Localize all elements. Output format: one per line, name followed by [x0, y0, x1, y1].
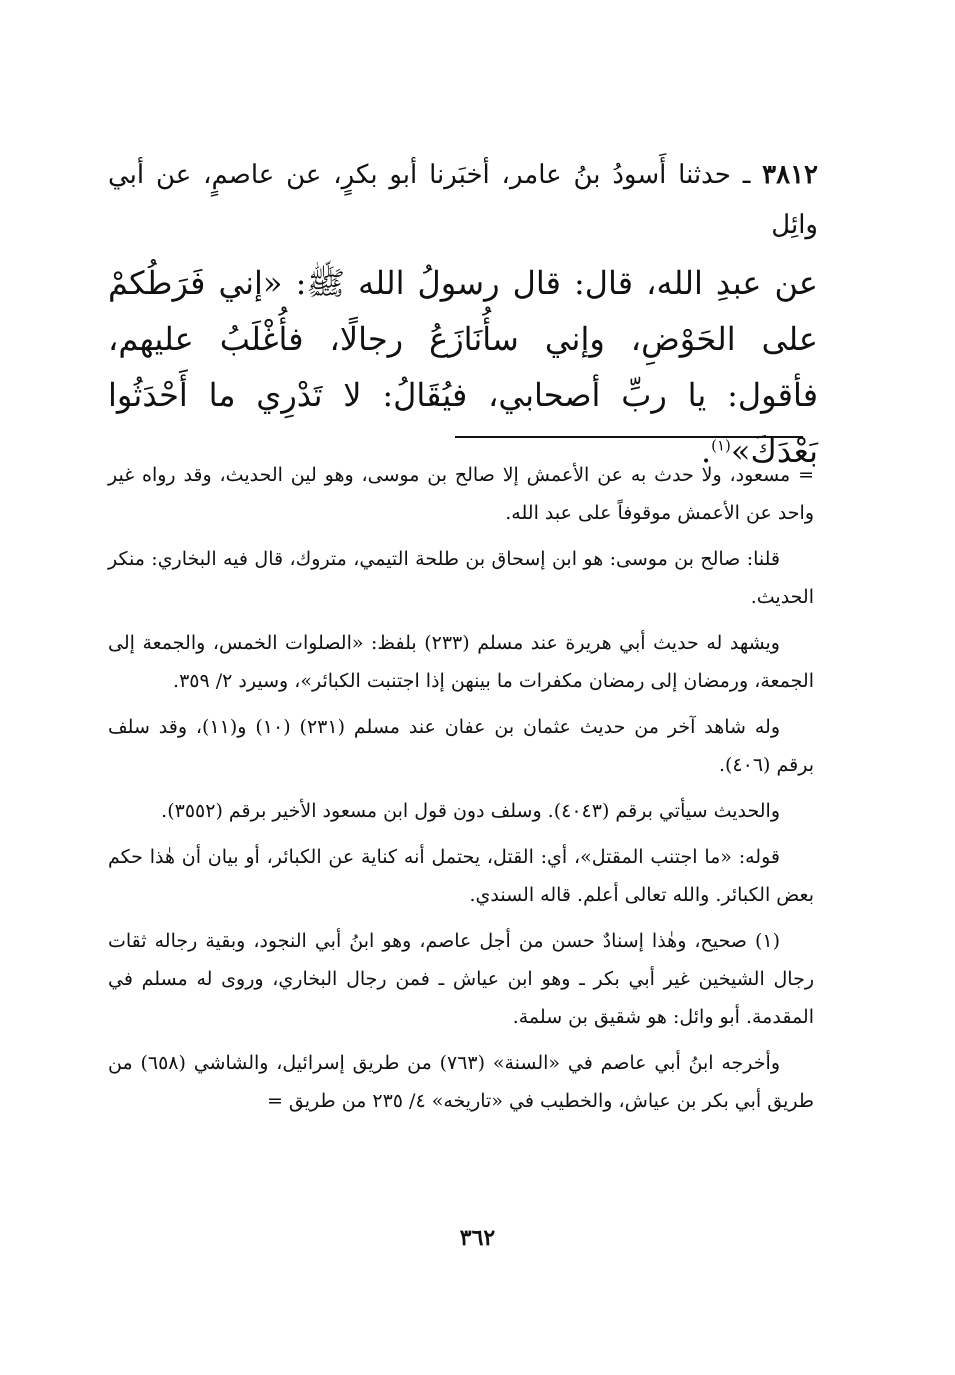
footnote-paragraph-fn-shahid-1: ويشهد له حديث أبي هريرة عند مسلم (٢٣٣) بلفظ: «الصلوات الخمس، والجمعة إلى الجمعة، ورمضان إلى رمضان مكفرات ما بينهن إذا اجتنبت الكبائر»، وسيرد ٢/ ٣٥٩.: [108, 632, 814, 692]
footnotes-section: [108, 456, 814, 1128]
hadith-number: ٣٨١٢: [762, 160, 819, 190]
page-number: ٣٦٢: [459, 1225, 496, 1251]
footnote-marker: (١): [711, 436, 731, 455]
hadith-chain: ـ حدثنا أَسودُ بنُ عامر، أخبَرنا أبو بكرٍ، عن عاصمٍ، عن أبي وائِل: [108, 160, 818, 240]
footnote-paragraph-fn-hadith: والحديث سيأتي برقم (٤٠٤٣). وسلف دون قول ابن مسعود الأخير برقم (٣٥٥٢).: [161, 800, 780, 822]
footnote-paragraph-fn-qulna: قلنا: صالح بن موسى: هو ابن إسحاق بن طلحة التيمي، متروك، قال فيه البخاري: منكر الحديث.: [108, 548, 814, 608]
footnote-paragraph-fn-cont-1: = مسعود، ولا حدث به عن الأعمش إلا صالح بن موسى، وهو لين الحديث، وقد رواه غير واحد عن الأعمش موقوفاً على عبد الله.: [108, 464, 814, 524]
footnote-paragraph-fn-qawluhu: قوله: «ما اجتنب المقتل»، أي: القتل، يحتمل أنه كناية عن الكبائر، أو بيان أن هٰذا حكم بعض الكبائر. والله تعالى أعلم. قاله السندي.: [108, 846, 814, 906]
hadith-text: عن عبدِ الله، قال: قال رسولُ الله ﷺ: «إني فَرَطُكمْ على الحَوْضِ، وإني سأُنَازَعُ رجالًا، فأُغْلَبُ عليهم، فأقول: يا ربِّ أصحابي، فيُقَالُ: لا تَدْرِي ما أَحْدَثُوا بَعْدَكَ»: [108, 264, 819, 470]
footnote-paragraph-fn-shahid-2: وله شاهد آخر من حديث عثمان بن عفان عند مسلم (٢٣١) (١٠) و(١١)، وقد سلف برقم (٤٠٦).: [108, 716, 814, 776]
footnote-separator: [455, 436, 803, 438]
footnote-paragraph-fn-akhrajahu: وأخرجه ابنُ أبي عاصم في «السنة» (٧٦٣) من طريق إسرائيل، والشاشي (٦٥٨) من طريق أبي بكر بن عياش، والخطيب في «تاريخه» ٤/ ٢٣٥ من طريق =: [108, 1052, 814, 1112]
footnote-paragraph-fn-1: (١) صحيح، وهٰذا إسنادٌ حسن من أجل عاصم، وهو ابنُ أبي النجود، وبقية رجاله ثقات رجال الشيخين غير أبي بكر ـ وهو ابن عياش ـ فمن رجال البخاري، وروى له مسلم في المقدمة. أبو وائل: هو شقيق بن سلمة.: [108, 930, 814, 1028]
hadith-end-mark: .: [700, 432, 712, 470]
hadith-text-paragraph: [108, 255, 818, 479]
hadith-chain-paragraph: [108, 150, 818, 250]
